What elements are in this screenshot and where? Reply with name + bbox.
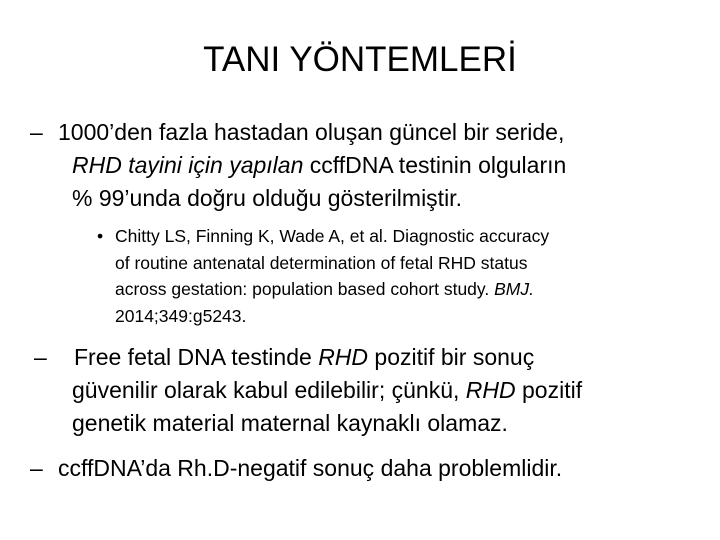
reference-line2: of routine antenatal determination of fetal RHD status	[115, 252, 528, 273]
dash-marker: –	[30, 455, 43, 481]
item1-line2	[30, 149, 690, 182]
reference-citation	[97, 223, 675, 329]
reference-line1: Chitty LS, Finning K, Wade A, et al. Diagnostic accuracy	[115, 226, 550, 246]
bullet-item-free-fetal-dna	[30, 341, 690, 440]
item2-line2-italic: RHD	[465, 377, 516, 403]
dash-marker: –	[34, 344, 47, 370]
bullet-item-ccffdna-accuracy	[30, 116, 690, 215]
reference-line3-text: across gestation: population based cohort study.	[115, 279, 495, 299]
item1-line2-rest: ccffDNA testinin olguların	[303, 152, 567, 178]
item2-line2-pre: güvenilir olarak kabul edilebilir; çünkü,	[72, 377, 466, 403]
item2-line1-pre: Free fetal DNA testinde	[74, 344, 319, 370]
bullet-dot: •	[97, 226, 104, 246]
slide-title: TANI YÖNTEMLERİ	[203, 40, 517, 79]
item2-line3: genetik material maternal kaynaklı olamaz.	[72, 410, 508, 436]
reference-line3	[115, 276, 675, 303]
bullet-item-rhd-negative	[30, 452, 690, 485]
item2-line1-italic: RHD	[318, 344, 369, 370]
reference-line4: 2014;349:g5243.	[115, 305, 247, 326]
dash-marker: –	[30, 119, 43, 145]
item2-line1	[30, 341, 690, 374]
item2-line1-post: pozitif bir sonuç	[368, 344, 535, 370]
item2-line2-post: pozitif	[515, 377, 583, 403]
item3-line1: ccffDNA’da Rh.D-negatif sonuç daha problemlidir.	[58, 455, 563, 481]
item1-line2-italic: RHD tayini için yapılan	[72, 152, 304, 178]
item2-line2	[30, 374, 690, 407]
item1-line3: % 99’unda doğru olduğu gösterilmiştir.	[72, 185, 462, 211]
reference-journal: BMJ.	[494, 279, 534, 299]
item1-line1: 1000’den fazla hastadan oluşan güncel bir seride,	[58, 119, 565, 145]
